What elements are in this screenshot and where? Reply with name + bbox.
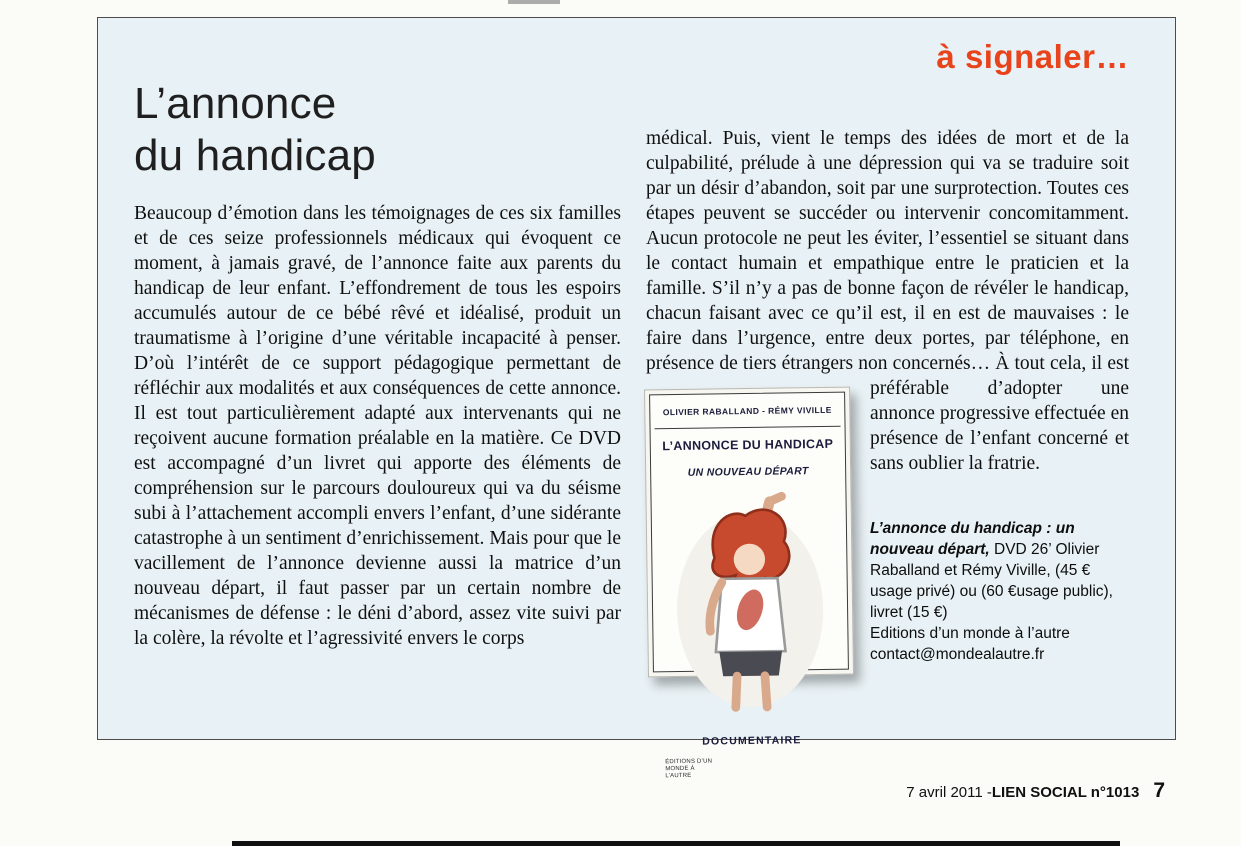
scan-artifact-bottom: [232, 841, 1120, 846]
page-number: 7: [1153, 779, 1165, 802]
article-panel: [97, 17, 1176, 779]
article-title-line1: L’annonce: [134, 79, 337, 128]
dvd-subtitle: UN NOUVEAU DÉPART: [687, 465, 809, 479]
article-title: [134, 78, 376, 182]
caption-title: L’annonce du handicap : un nouveau départ,: [870, 520, 1075, 558]
article-column-right-text-after: cela, il est préférable d’adopter une annonce progressive effectuée en présence de l’enfant concerné et sans oublier la fratrie.: [870, 353, 1129, 474]
caption-credits: DVD 26’ Olivier Raballand et Rémy Viville, (45 € usage privé) ou (60 €usage public), livret (15 €): [870, 541, 1113, 621]
dvd-title: L’ANNONCE DU HANDICAP: [662, 436, 834, 454]
dvd-publisher-logo: ÉDITIONS D’UN MONDE À L’AUTRE: [665, 758, 713, 779]
article-column-right: [646, 126, 1129, 779]
article-column-right-text-before: médical. Puis, vient le temps des idées de mort et de la culpabilité, prélude à une dépression qui va se traduire soit par un désir d’abandon, soit par une surprotection. Toutes ces étapes peuvent se succéder ou intervenir concomitamment. Aucun protocole ne peut les éviter, l’essentiel se situant dans le contact humain et empathique entre le praticien et la famille. S’il n’y a pas de bonne façon de révéler le handicap, chacun faisant avec ce qu’il est, il en est de mauvaises : le faire dans l’urgence, entre deux portes, par téléphone, en présence de tiers étrangers non concernés… À tout: [646, 128, 1129, 374]
dvd-artwork-illustration: [661, 487, 838, 726]
section-label: à signaler…: [936, 38, 1129, 75]
scan-artifact-top: [508, 0, 560, 4]
page-footer: [906, 779, 1165, 803]
footer-date: 7 avril 2011 -: [906, 784, 992, 801]
dvd-cover-frame: [649, 392, 849, 779]
dvd-genre: DOCUMENTAIRE: [702, 733, 802, 748]
dvd-cover: [644, 387, 854, 779]
dvd-authors: OLIVIER RABALLAND - RÉMY VIVILLE: [654, 398, 840, 430]
article-column-left: Beaucoup d’émotion dans les témoignages de ces six familles et de ces seize professionnels médicaux qui évoquent ce moment, à jamais gravé, de l’annonce faite aux parents du handicap de leur enfant. L’effondrement de tous les espoirs accumulés autour de ce bébé rêvé et idéalisé, produit un traumatisme à l’origine d’une véritable incapacité à penser. D’où l’intérêt de ce support pédagogique permettant de réfléchir aux modalités et aux conséquences de cette annonce. Il est tout particulièrement adapté aux intervenants qui ne reçoivent aucune formation préalable en la matière. Ce DVD est accompagné d’un livret qui apporte des éléments de compréhension sur le parcours douloureux qui va du séisme subi à l’attachement accompli envers l’enfant, d’une sidérante catastrophe à un sentiment d’enrichissement. Mais pour que le vacillement de l’annonce devienne aussi la matrice d’un nouveau départ, il faut passer par un certain nombre de mécanismes de défense : le déni d’abord, assez vite suivi par la colère, la révolte et l’agressivité envers le corps: [134, 203, 621, 649]
article-title-line2: du handicap: [134, 131, 376, 180]
caption-publisher: Editions d’un monde à l’autre: [870, 625, 1070, 642]
contact-email: contact@mondealautre.fr: [870, 646, 1045, 663]
footer-magazine-name: LIEN SOCIAL n°1013: [991, 784, 1140, 801]
